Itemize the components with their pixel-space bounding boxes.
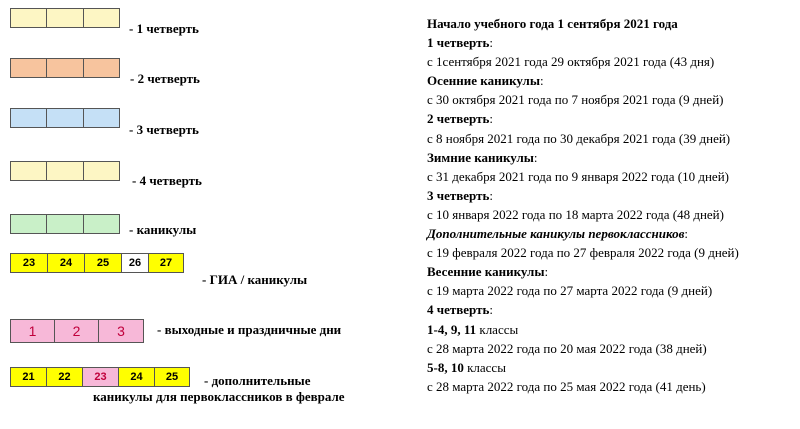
swatch-cell [47,215,83,233]
swatch-cell [84,9,119,27]
gia-day: 26 [122,254,149,272]
q2-heading [427,109,797,128]
gia-day: 27 [149,254,183,272]
swatch-cell [11,162,47,180]
gia-days-row [10,253,184,273]
spring-heading [427,262,797,281]
q4-grades-b-numbers: 5-8, 10 [427,359,464,375]
q3-dates: с 10 января 2022 года по 18 марта 2022 года (48 дней) [427,206,724,222]
swatch-cell [47,59,83,77]
autumn-dates: с 30 октября 2021 года по 7 ноября 2021 года (9 дней) [427,92,724,108]
extra-vacation-day: 22 [47,368,83,386]
colon: : [489,35,493,51]
school-year-start: Начало учебного года 1 сентября 2021 года [427,16,678,31]
swatch-cell [11,9,47,27]
extra-vacation-days-row [10,367,190,387]
weekend-days-row [10,319,144,343]
extra-vacation-day: 25 [155,368,189,386]
vacation-legend-label: - каникулы [129,222,197,237]
swatch-cell [47,9,83,27]
q2-legend-label: - 2 четверть [130,71,200,86]
swatch-cell [84,109,119,127]
weekend-day: 2 [55,320,99,342]
extra-vacation-day: 21 [11,368,47,386]
extra-dates: с 19 февраля 2022 года по 27 февраля 2022 года (9 дней) [427,245,739,261]
gia-day: 25 [85,254,122,272]
q2-dates: с 8 ноября 2021 года по 30 декабря 2021 года (39 дней) [427,130,731,146]
swatch-cell [84,59,119,77]
swatch-cell [47,109,83,127]
q3-title: 3 четверть [427,187,490,203]
swatch-cell [47,162,83,180]
extra-vacation-day: 24 [119,368,155,386]
q3-legend-label: - 3 четверть [129,122,199,137]
extra-vacation-label-line1: - дополнительные [204,373,311,388]
q4-grades-b-word: классы [463,359,506,375]
q2-swatch [10,58,120,78]
colon: : [489,111,493,127]
extra-heading [427,224,797,243]
weekend-day: 3 [117,323,125,339]
q4-title: 4 четверть [427,302,490,318]
q3-swatch [10,108,120,128]
colon: : [540,73,544,89]
q1-heading [427,33,797,52]
q4-grades-b [427,358,797,377]
q1-legend-label: - 1 четверть [129,21,199,36]
extra-title: Дополнительные каникулы первоклассников [427,226,685,242]
weekend-legend-label: - выходные и праздничные дни [157,322,342,337]
q4-legend-label: - 4 четверть [132,173,202,188]
swatch-cell [84,215,119,233]
q1-title: 1 четверть [427,35,490,51]
colon: : [489,187,493,203]
autumn-title: Осенние каникулы [427,73,541,89]
colon: : [533,149,538,165]
swatch-cell [84,162,119,180]
winter-title: Зимние каникулы [427,149,534,165]
extra-vacation-day: 23 [83,368,119,386]
swatch-cell [11,59,47,77]
q2-title: 2 четверть [427,111,490,127]
swatch-cell [11,109,47,127]
q1-swatch [10,8,120,28]
q4-dates-a: с 28 марта 2022 года по 20 мая 2022 года (38 дней) [427,340,707,356]
q4-grades-a-word: классы [476,321,519,337]
vacation-swatch [10,214,120,234]
gia-day: 23 [11,254,48,272]
schedule-panel [427,14,797,396]
weekend-day: 1 [11,320,55,342]
colon: : [489,302,493,318]
swatch-cell [11,215,47,233]
winter-dates: с 31 декабря 2021 года по 9 января 2022 года (10 дней) [427,168,729,184]
gia-day: 24 [48,254,85,272]
spring-title: Весенние каникулы [427,264,545,280]
gia-legend-label: - ГИА / каникулы [202,272,308,287]
colon: : [684,226,688,242]
extra-vacation-label-line2: каникулы для первоклассников в феврале [93,389,345,404]
q4-heading [427,300,797,319]
spring-dates: с 19 марта 2022 года по 27 марта 2022 года (9 дней) [427,283,713,299]
colon: : [544,264,549,280]
q4-grades-a-numbers: 1-4, 9, 11 [427,321,477,337]
autumn-heading [427,71,797,90]
q4-swatch [10,161,120,181]
q3-heading [427,186,797,205]
q4-grades-a [427,320,797,339]
winter-heading [427,148,797,167]
q4-dates-b: с 28 марта 2022 года по 25 мая 2022 года (41 день) [427,378,706,394]
q1-dates: с 1сентября 2021 года 29 октября 2021 года (43 дня) [427,54,715,70]
